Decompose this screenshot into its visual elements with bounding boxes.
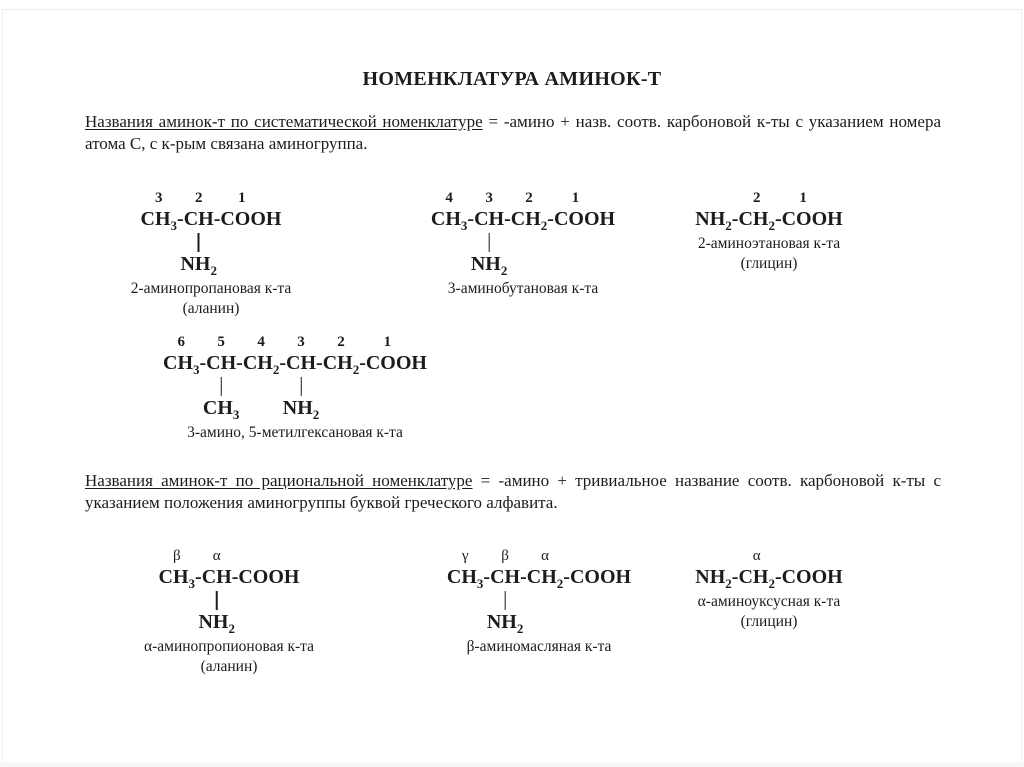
position-label: 3: [485, 190, 493, 206]
formula-group: [511, 189, 548, 231]
bond-line: [504, 591, 506, 610]
position-label: 2: [194, 190, 203, 206]
formula-text: -: [177, 208, 184, 230]
position-label: [232, 547, 239, 566]
position-label: 2: [752, 190, 761, 206]
position-label: [732, 547, 739, 566]
position-label: [520, 547, 527, 566]
formula-group: [220, 189, 281, 231]
structure-alanine-rational: [144, 547, 314, 677]
formula-text: CH: [201, 566, 232, 588]
formula-text: CH: [206, 352, 237, 374]
formula-text: $CH_3$: [163, 352, 200, 377]
formula-dash: [483, 547, 490, 589]
substituent: [202, 375, 240, 422]
formula-text: -: [520, 566, 527, 588]
formula-text: -: [359, 352, 366, 374]
substituent-text: $NH_2$: [470, 253, 508, 278]
position-label: [504, 189, 511, 208]
compound-names: [695, 592, 842, 632]
compound-name: α-аминоуксусная к-та: [697, 593, 841, 610]
structure-glycine-systematic: [695, 189, 842, 274]
position-label: γ: [461, 548, 469, 564]
structure-glycine-rational: [695, 547, 842, 632]
compound-name: (аланин): [200, 658, 258, 675]
formula-group: [323, 333, 360, 375]
position-label: 1: [799, 190, 807, 206]
subscript: 2: [725, 576, 732, 591]
formula-row: [158, 547, 300, 636]
position-label: 1: [383, 334, 392, 350]
formula-dash: [775, 547, 782, 589]
formula-text: $CH_2$: [526, 566, 564, 591]
formula-text: -: [231, 566, 239, 588]
substituent: [180, 231, 217, 278]
formula-text: CH: [474, 208, 505, 230]
subscript: 2: [556, 576, 564, 591]
formula-group: [163, 333, 200, 375]
formula-row: [695, 189, 842, 231]
formula-dash: [316, 333, 323, 375]
formula-dash: [504, 189, 511, 231]
substituent: [198, 589, 235, 636]
subscript: 2: [540, 218, 548, 233]
subscript: 3: [232, 407, 240, 422]
formula-dash: [467, 189, 474, 231]
subscript: 2: [312, 407, 320, 422]
formula-group: [198, 547, 235, 636]
formula-text: COOH: [238, 566, 300, 588]
bond-line: [198, 233, 200, 252]
structure-beta-aminobutyric: [447, 547, 631, 657]
compound-names: [447, 637, 631, 657]
subscript: 2: [228, 621, 235, 636]
position-label: 4: [257, 334, 265, 350]
paragraph-rational-rule: [85, 470, 941, 514]
formula-text: $CH_3$: [158, 566, 196, 591]
position-label: [695, 547, 732, 566]
position-label: α: [212, 548, 221, 564]
formula-dash: [563, 547, 570, 589]
compound-name: (глицин): [740, 255, 798, 272]
subscript: 3: [476, 576, 484, 591]
formula-text: -: [195, 566, 202, 588]
formula-group: [447, 547, 484, 589]
formula-text: $CH_3$: [140, 208, 178, 233]
formula-text: COOH: [365, 352, 427, 374]
formula-text: $CH_2$: [738, 208, 775, 233]
formula-group: [243, 333, 280, 375]
formula-text: $CH_2$: [738, 566, 775, 591]
formula-text: -: [547, 208, 554, 230]
position-label: [563, 547, 570, 566]
subscript: 2: [768, 576, 775, 591]
substituent: [282, 375, 320, 422]
formula-text: $CH_3$: [430, 208, 468, 233]
position-label: [316, 333, 323, 352]
formula-group: [695, 547, 732, 589]
paragraph-systematic-rule: [85, 111, 941, 155]
formula-group: [738, 547, 775, 589]
position-label: 1: [571, 190, 580, 206]
position-label: [467, 189, 474, 208]
formula-text: -: [316, 352, 323, 374]
subscript: 2: [725, 218, 732, 233]
formula-text: $CH_2$: [322, 352, 360, 377]
position-label: 2: [337, 334, 345, 350]
formula-row: [446, 547, 632, 636]
compound-names: [163, 423, 427, 443]
substituent-text: $NH_2$: [282, 397, 320, 422]
formula-text: -: [774, 208, 782, 230]
substituent-text: $NH_2$: [180, 253, 217, 278]
position-label: α: [541, 548, 549, 564]
formula-dash: [177, 189, 184, 231]
position-label: [200, 333, 207, 352]
position-label: 1: [238, 190, 246, 206]
formula-group: [782, 547, 843, 589]
formula-group: [527, 547, 564, 589]
position-label: [782, 547, 843, 566]
slide-bottom-edge: [0, 762, 1024, 767]
bond-line: [488, 233, 490, 252]
systematic-rule-underlined: Названия аминок-т по систематической номенклатуре: [85, 112, 483, 131]
compound-name: α-аминопропионовая к-та: [143, 638, 315, 655]
formula-group: [695, 189, 732, 231]
compound-name: 2-аминопропановая к-та: [130, 280, 292, 297]
subscript: 3: [460, 218, 468, 233]
position-label: 6: [177, 334, 186, 350]
subscript: 3: [193, 362, 200, 377]
formula-row: [140, 189, 282, 278]
position-label: [236, 333, 243, 352]
formula-text: CH: [286, 352, 317, 374]
formula-dash: [236, 333, 243, 375]
compound-names: [431, 279, 615, 299]
formula-group: [202, 333, 240, 422]
position-label: β: [172, 548, 181, 564]
compound-name: (аланин): [182, 300, 240, 317]
bond-line: [220, 377, 222, 396]
compound-name: 3-амино, 5-метилгексановая к-та: [187, 424, 403, 441]
position-label: α: [752, 548, 761, 564]
compound-names: [695, 234, 842, 274]
systematic-rule-definition: = -амино + назв. соотв. карбоновой к-ты с указанием номера атома С, с к-рым связана аминогруппа.: [85, 112, 941, 153]
formula-text: COOH: [781, 208, 843, 230]
formula-text: -: [774, 566, 782, 588]
position-label: [483, 547, 490, 566]
formula-row: [695, 547, 842, 589]
formula-text: $CH_2$: [242, 352, 280, 377]
formula-text: $NH_2$: [695, 566, 732, 591]
subscript: 2: [500, 263, 508, 278]
formula-text: -: [236, 352, 243, 374]
formula-group: [431, 189, 468, 231]
formula-text: -: [563, 566, 570, 588]
substituent: [486, 589, 524, 636]
position-label: 2: [525, 190, 533, 206]
formula-group: [180, 189, 217, 278]
structure-alanine-systematic: [131, 189, 292, 319]
formula-group: [366, 333, 427, 375]
compound-name: 3-аминобутановая к-та: [447, 280, 599, 297]
formula-dash: [195, 547, 202, 589]
formula-text: COOH: [220, 208, 282, 230]
formula-text: -: [213, 208, 221, 230]
formula-group: [554, 189, 615, 231]
formula-group: [159, 547, 196, 589]
formula-text: COOH: [569, 566, 632, 588]
substituent: [470, 231, 508, 278]
position-label: 3: [297, 334, 305, 350]
formula-dash: [732, 547, 739, 589]
formula-text: COOH: [781, 566, 843, 588]
structure-3-aminobutanoic: [431, 189, 615, 299]
position-label: 4: [445, 190, 453, 206]
substituent-text: $NH_2$: [486, 611, 524, 636]
rational-rule-definition: = -амино + тривиальное название соотв. карбоновой к-ты с указанием положения аминогруппы буквой греческого алфавита.: [85, 471, 941, 512]
subscript: 2: [768, 218, 775, 233]
formula-text: -: [504, 208, 511, 230]
formula-dash: [232, 547, 239, 589]
compound-name: (глицин): [740, 613, 798, 630]
position-label: [732, 189, 739, 208]
position-label: [177, 189, 184, 208]
compound-name: 2-аминоэтановая к-та: [697, 235, 841, 252]
substituent-text: $NH_2$: [198, 611, 235, 636]
structure-3-amino-5-methylhexanoic: [163, 333, 427, 443]
formula-text: $CH_3$: [446, 566, 484, 591]
subscript: 2: [272, 362, 280, 377]
bond-line: [216, 591, 218, 610]
formula-row: [163, 333, 427, 422]
formula-dash: [732, 189, 739, 231]
formula-group: [738, 189, 775, 231]
formula-text: -: [199, 352, 207, 374]
subscript: 3: [170, 218, 178, 233]
subscript: 2: [516, 621, 524, 636]
position-label: [195, 547, 202, 566]
compound-name: β-аминомасляная к-та: [466, 638, 612, 655]
formula-text: -: [483, 566, 491, 588]
formula-text: CH: [183, 208, 214, 230]
formula-text: COOH: [553, 208, 616, 230]
rational-rule-underlined: Названия аминок-т по рациональной номенклатуре: [85, 471, 473, 490]
position-label: β: [501, 548, 509, 564]
formula-group: [486, 547, 524, 636]
position-label: [775, 547, 782, 566]
compound-names: [144, 637, 314, 677]
compound-names: [131, 279, 292, 319]
slide-title: НОМЕНКЛАТУРА АМИНОК-Т: [362, 68, 662, 90]
formula-row: [430, 189, 616, 278]
formula-text: $NH_2$: [695, 208, 732, 233]
position-label: [238, 547, 299, 566]
formula-group: [238, 547, 299, 589]
formula-group: [141, 189, 178, 231]
formula-group: [470, 189, 508, 278]
subscript: 2: [352, 362, 360, 377]
formula-text: -: [467, 208, 475, 230]
formula-dash: [279, 333, 286, 375]
subscript: 2: [210, 263, 217, 278]
formula-text: -: [731, 566, 739, 588]
position-label: [695, 189, 732, 208]
formula-text: CH: [490, 566, 521, 588]
formula-text: $CH_2$: [510, 208, 548, 233]
formula-dash: [200, 333, 207, 375]
formula-group: [570, 547, 631, 589]
subscript: 3: [188, 576, 196, 591]
formula-text: -: [279, 352, 287, 374]
position-label: 3: [155, 190, 163, 206]
formula-group: [782, 189, 843, 231]
formula-text: -: [731, 208, 739, 230]
position-label: 5: [217, 334, 225, 350]
formula-dash: [520, 547, 527, 589]
position-label: [570, 547, 631, 566]
formula-group: [282, 333, 320, 422]
position-label: [279, 333, 286, 352]
substituent-text: $CH_3$: [202, 397, 240, 422]
bond-line: [300, 377, 302, 396]
